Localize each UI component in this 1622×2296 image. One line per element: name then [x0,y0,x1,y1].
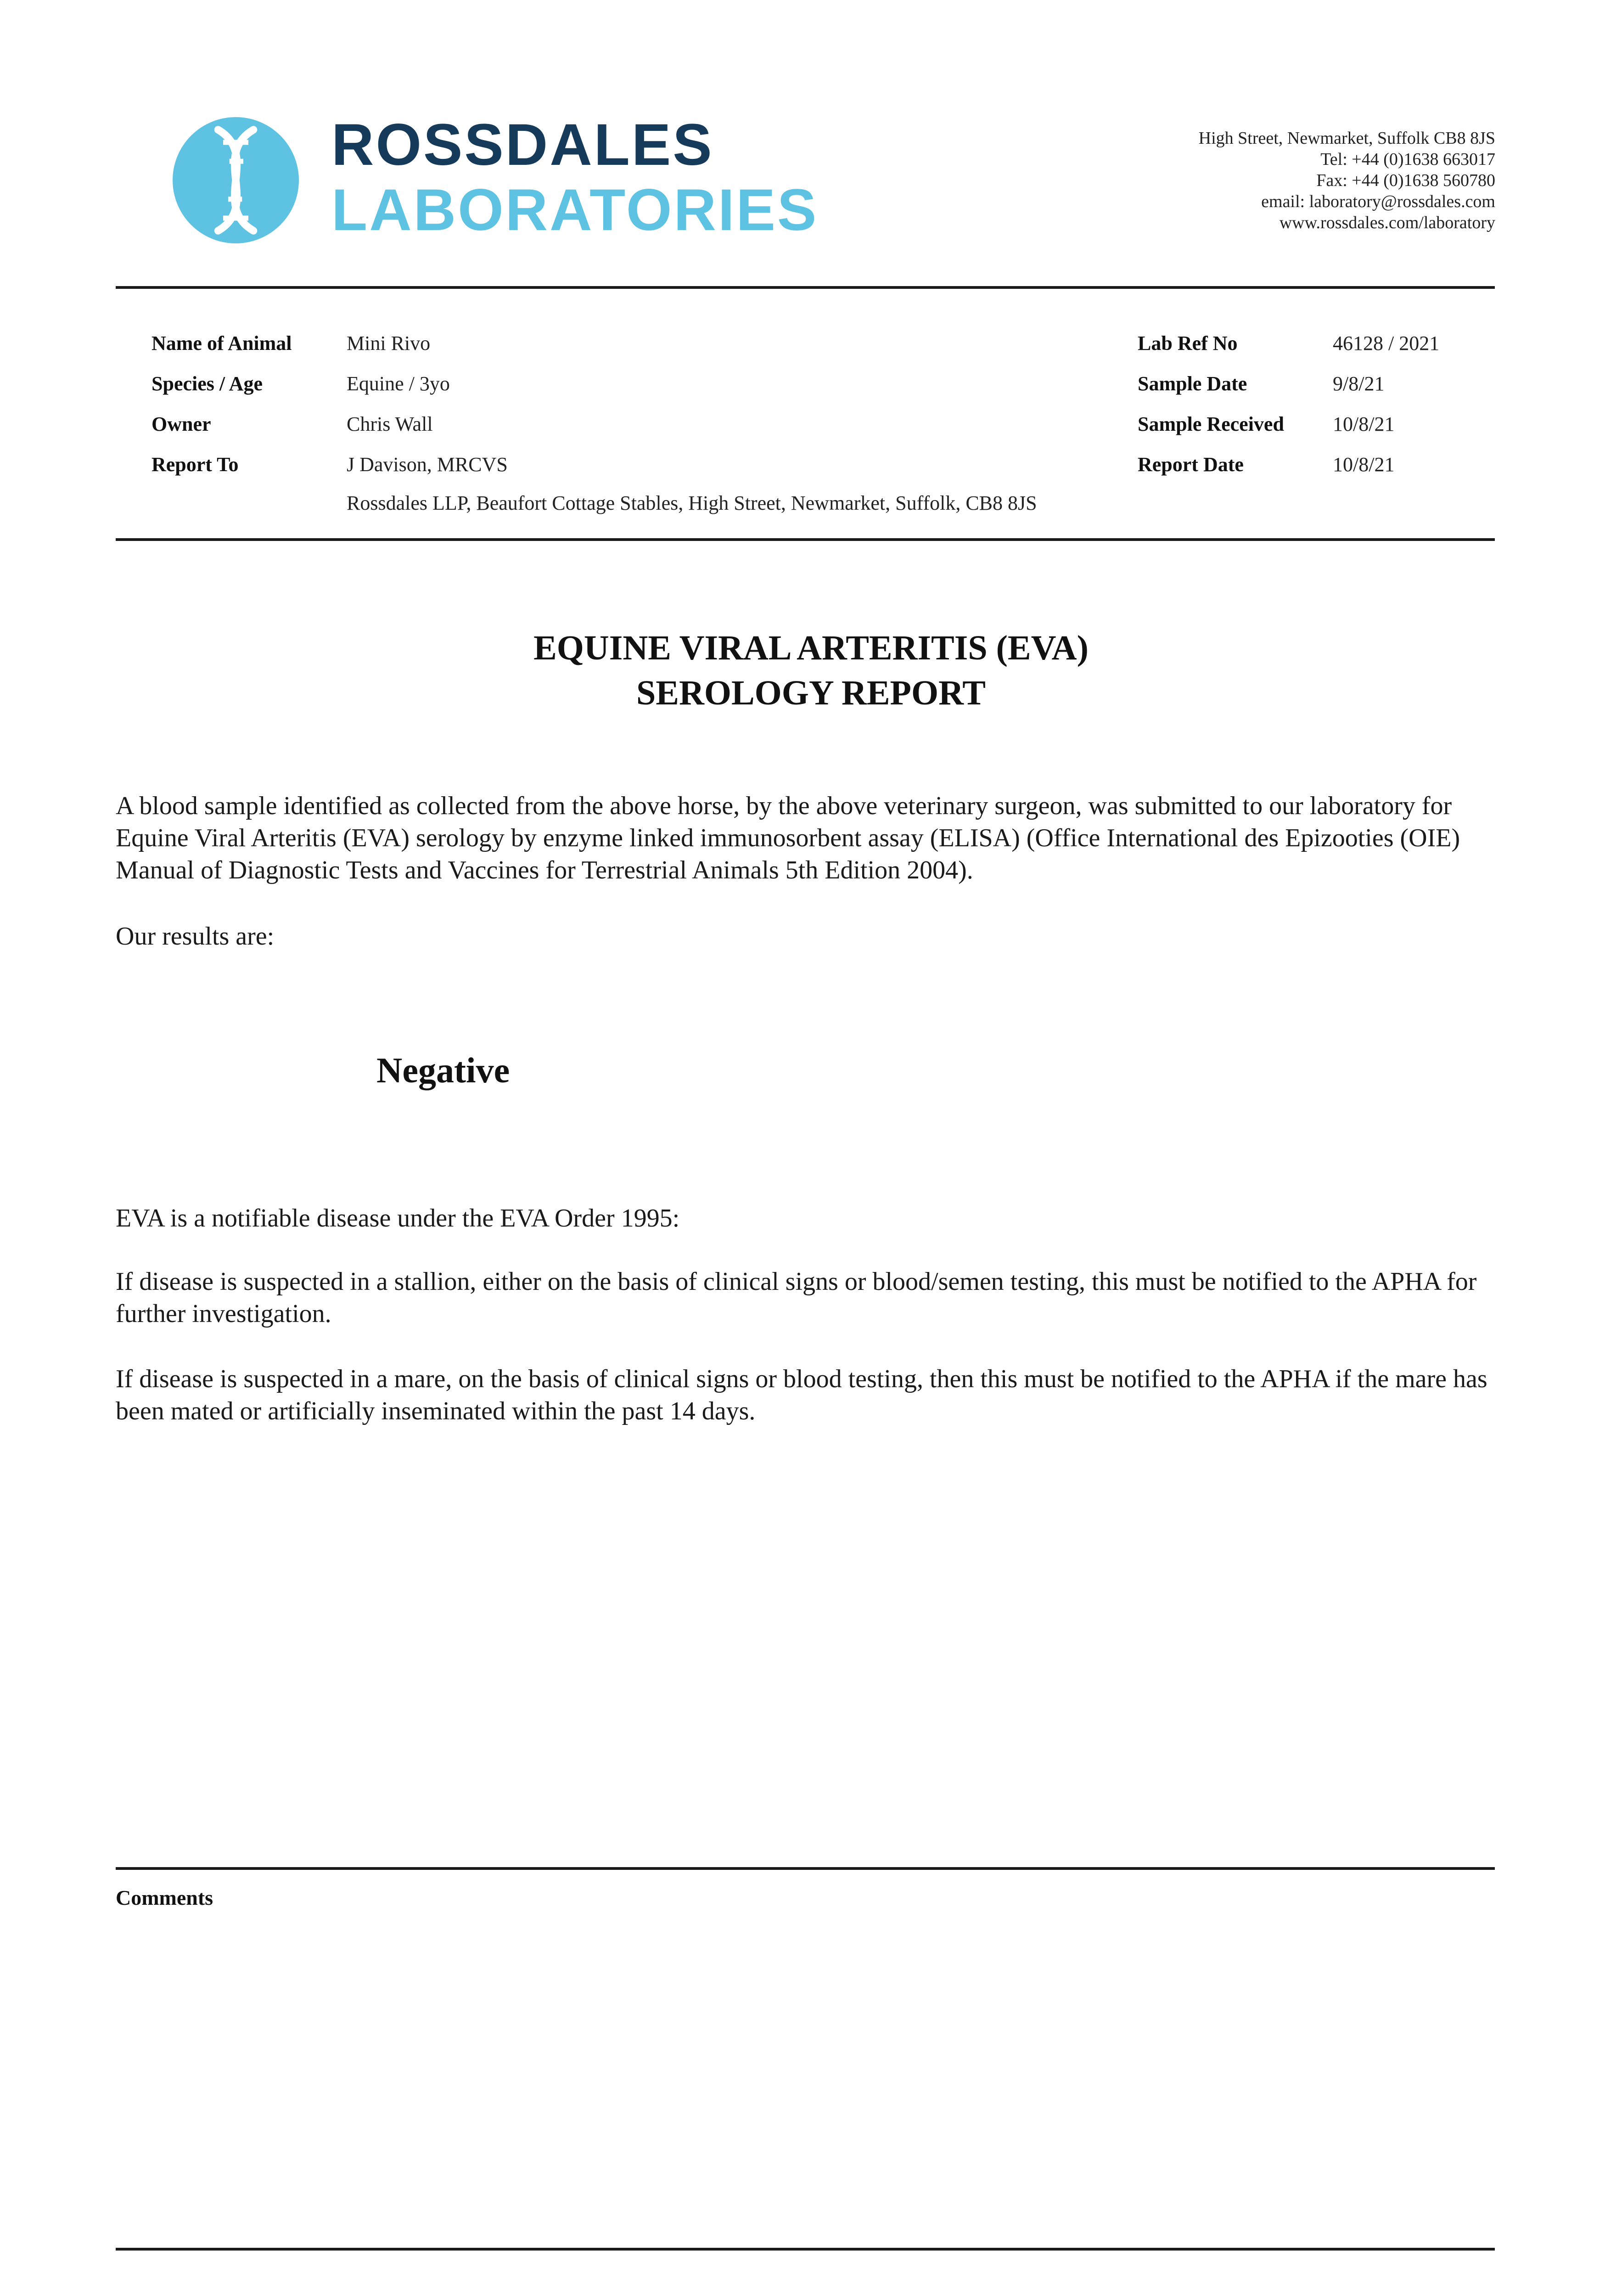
results-intro: Our results are: [116,922,275,951]
comments-label: Comments [116,1886,213,1909]
brand-name-line1: ROSSDALES [331,112,714,178]
contact-email: email: laboratory@rossdales.com [1261,192,1495,211]
value-report-date: 10/8/21 [1333,453,1395,476]
label-owner: Owner [152,413,211,435]
dna-helix-icon [173,117,299,243]
value-sample-date: 9/8/21 [1333,372,1385,395]
value-lab-ref-no: 46128 / 2021 [1333,332,1440,355]
divider [116,2248,1495,2251]
contact-block [1199,128,1495,233]
value-report-to: J Davison, MRCVS [347,453,508,476]
divider [116,286,1495,289]
intro-paragraph: A blood sample identified as collected from the above horse, by the above veterinary surgeon, was submitted to our laboratory for Equine Viral Arteritis (EVA) serology by enzyme linked immunosorbent assay (ELISA) (Office International des Epizooties (OIE) Manual of Diagnostic Tests and Vaccines for Terrestrial Animals 5th Edition 2004). [116,792,1460,884]
contact-website: www.rossdales.com/laboratory [1279,213,1495,232]
mare-note: If disease is suspected in a mare, on the basis of clinical signs or blood testing, then this must be notified to the APHA if the mare has been mated or artificially inseminated within the past 14 days. [116,1365,1487,1425]
stallion-note: If disease is suspected in a stallion, either on the basis of clinical signs or blood/semen testing, this must be notified to the APHA for further investigation. [116,1267,1477,1328]
label-report-date: Report Date [1138,453,1244,476]
label-lab-ref-no: Lab Ref No [1138,332,1238,355]
label-sample-received: Sample Received [1138,413,1284,435]
value-name-of-animal: Mini Rivo [347,332,431,355]
value-owner: Chris Wall [347,413,433,435]
label-sample-date: Sample Date [1138,372,1247,395]
contact-address: High Street, Newmarket, Suffolk CB8 8JS [1198,129,1495,148]
contact-fax: Fax: +44 (0)1638 560780 [1316,171,1495,190]
value-sample-received: 10/8/21 [1333,413,1395,435]
contact-tel: Tel: +44 (0)1638 663017 [1320,150,1495,169]
label-report-to: Report To [152,453,239,476]
test-result: Negative [376,1050,510,1090]
value-species-age: Equine / 3yo [347,372,450,395]
value-report-to-address: Rossdales LLP, Beaufort Cottage Stables, High Street, Newmarket, Suffolk, CB8 8JS [347,492,1037,514]
report-title-line2: SEROLOGY REPORT [636,674,986,712]
divider [116,538,1495,541]
report-title-line1: EQUINE VIRAL ARTERITIS (EVA) [533,629,1089,667]
brand-name-line2: LABORATORIES [331,177,819,243]
divider [116,1867,1495,1870]
label-species-age: Species / Age [152,372,263,395]
notifiable-notice: EVA is a notifiable disease under the EVA Order 1995: [116,1204,680,1232]
label-name-of-animal: Name of Animal [152,332,292,355]
